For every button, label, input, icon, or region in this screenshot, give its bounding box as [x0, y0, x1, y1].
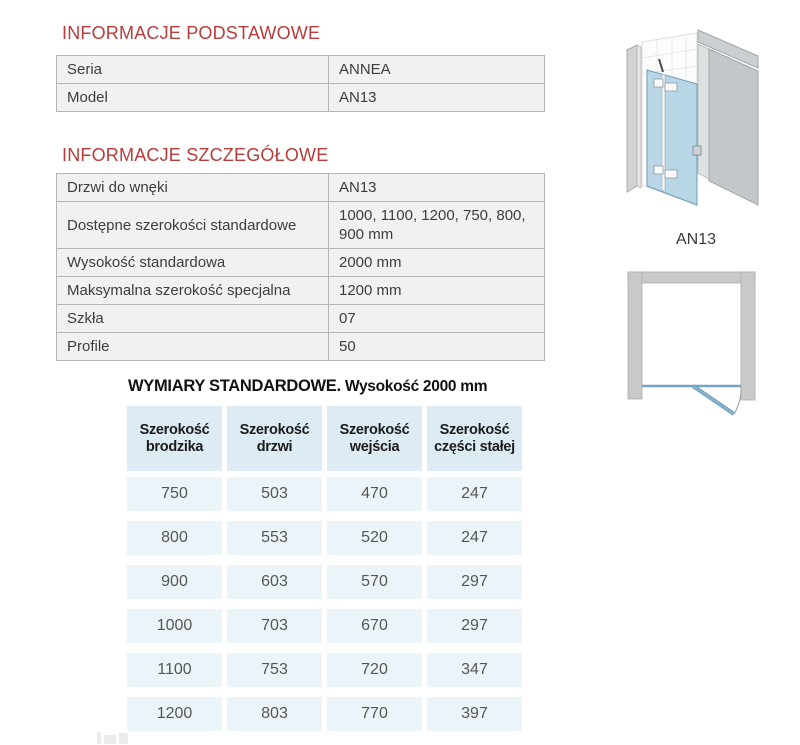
spec-value: 50	[329, 333, 545, 361]
table-row	[127, 477, 522, 511]
shower-door-3d-illustration	[612, 28, 777, 226]
dimensions-heading	[128, 377, 487, 396]
table-row	[57, 84, 545, 112]
table-row	[57, 305, 545, 333]
table-row	[57, 333, 545, 361]
cell-fixed-width: 297	[427, 609, 522, 643]
shower-door-plan-drawing	[618, 265, 758, 417]
cell-fixed-width: 297	[427, 565, 522, 599]
spec-value: 1000, 1100, 1200, 750, 800, 900 mm	[329, 202, 545, 249]
cell-tray-width: 1000	[127, 609, 222, 643]
cell-entry-width: 470	[327, 477, 422, 511]
spec-label: Seria	[57, 56, 329, 84]
dimensions-column-header: Szerokość brodzika	[127, 406, 222, 471]
cell-entry-width: 770	[327, 697, 422, 731]
cell-tray-width: 750	[127, 477, 222, 511]
cutoff-artifact	[97, 732, 135, 745]
spec-value: 1200 mm	[329, 277, 545, 305]
cell-tray-width: 800	[127, 521, 222, 555]
table-row	[57, 249, 545, 277]
cell-tray-width: 900	[127, 565, 222, 599]
cell-fixed-width: 347	[427, 653, 522, 687]
cell-entry-width: 670	[327, 609, 422, 643]
cell-entry-width: 720	[327, 653, 422, 687]
table-row	[57, 277, 545, 305]
cell-fixed-width: 247	[427, 477, 522, 511]
table-row	[57, 202, 545, 249]
cell-tray-width: 1100	[127, 653, 222, 687]
section-heading-basic-info: INFORMACJE PODSTAWOWE	[62, 23, 321, 43]
table-row	[127, 521, 522, 555]
dimensions-table-header	[127, 406, 522, 471]
cell-door-width: 703	[227, 609, 322, 643]
table-row	[127, 697, 522, 731]
cell-door-width: 803	[227, 697, 322, 731]
cell-door-width: 603	[227, 565, 322, 599]
spec-value: 07	[329, 305, 545, 333]
dimensions-heading-subtitle: Wysokość 2000 mm	[344, 378, 488, 395]
door-handle-icon	[693, 146, 701, 155]
spec-value: AN13	[329, 84, 545, 112]
dimensions-table	[127, 406, 522, 731]
table-row	[57, 56, 545, 84]
section-heading-detailed-info: INFORMACJE SZCZEGÓŁOWE	[62, 145, 329, 165]
dimensions-column-header: Szerokość części stałej	[427, 406, 522, 471]
spec-value: 2000 mm	[329, 249, 545, 277]
model-label: AN13	[675, 231, 717, 248]
cell-fixed-width: 397	[427, 697, 522, 731]
detailed-info-table	[56, 173, 545, 361]
spec-value: AN13	[329, 174, 545, 202]
spec-value: ANNEA	[329, 56, 545, 84]
cell-tray-width: 1200	[127, 697, 222, 731]
table-row	[57, 174, 545, 202]
basic-info-table	[56, 55, 545, 112]
dimensions-heading-title: WYMIARY STANDARDOWE.	[128, 377, 341, 395]
table-row	[127, 609, 522, 643]
table-row	[127, 653, 522, 687]
spec-label: Model	[57, 84, 329, 112]
shower-door-3d-drawing	[612, 28, 777, 226]
cell-entry-width: 570	[327, 565, 422, 599]
cell-door-width: 753	[227, 653, 322, 687]
spec-label: Szkła	[57, 305, 329, 333]
cell-fixed-width: 247	[427, 521, 522, 555]
spec-label: Dostępne szerokości standardowe	[57, 202, 329, 249]
dimensions-table-body	[127, 477, 522, 731]
dimensions-column-header: Szerokość drzwi	[227, 406, 322, 471]
plan-view-drawing	[618, 265, 758, 417]
cell-entry-width: 520	[327, 521, 422, 555]
spec-label: Drzwi do wnęki	[57, 174, 329, 202]
cell-door-width: 503	[227, 477, 322, 511]
spec-label: Maksymalna szerokość specjalna	[57, 277, 329, 305]
spec-label: Wysokość standardowa	[57, 249, 329, 277]
spec-label: Profile	[57, 333, 329, 361]
dimensions-column-header: Szerokość wejścia	[327, 406, 422, 471]
cell-door-width: 553	[227, 521, 322, 555]
table-row	[127, 565, 522, 599]
